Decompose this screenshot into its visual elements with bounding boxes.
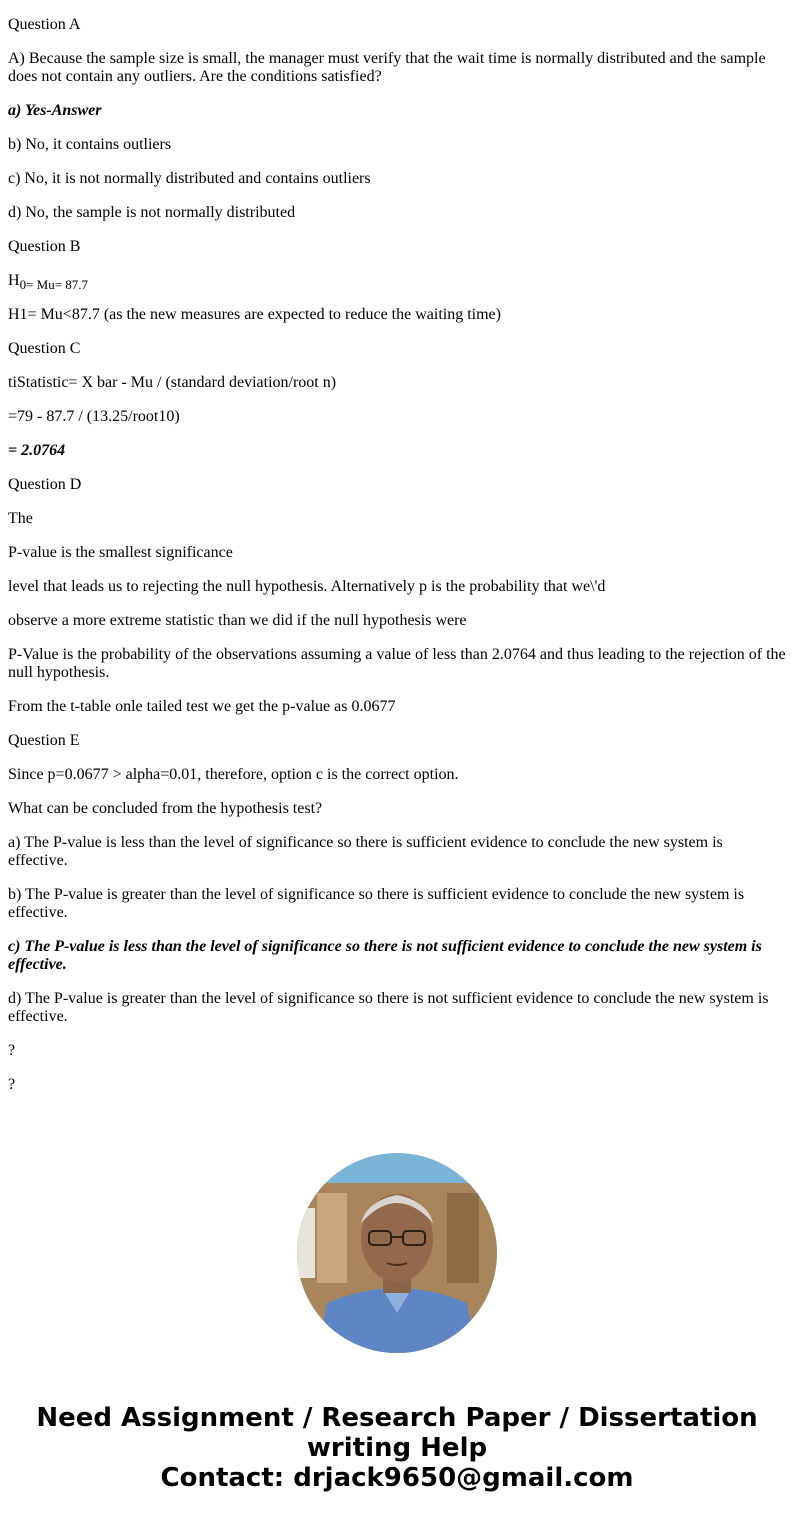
body-text: The [8,510,33,527]
formula-text: tiStatistic= X bar - Mu / (standard deviation/root n) [8,374,337,391]
null-hypothesis [8,272,786,290]
answer-option: a) The P-value is less than the level of significance so there is sufficient evidence to conclude the new system is effective. [8,834,723,869]
hypothesis-symbol: H [8,272,20,289]
answer-option-selected: c) The P-value is less than the level of significance so there is not sufficient evidence to conclude the new system is effective. [8,938,762,973]
alternative-hypothesis: H1= Mu<87.7 (as the new measures are expected to reduce the waiting time) [8,306,501,323]
answer-option: c) No, it is not normally distributed and contains outliers [8,170,371,187]
question-text: A) Because the sample size is small, the manager must verify that the wait time is normally distributed and the sample does not contain any outliers. Are the conditions satisfied? [8,50,766,85]
answer-option: b) The P-value is greater than the level of significance so there is sufficient evidence to conclude the new system is effective. [8,886,745,921]
placeholder-text: ? [8,1076,16,1093]
hypothesis-subscript: 0= Mu= 87.7 [19,277,89,292]
question-heading: Question B [8,238,81,255]
body-text: Since p=0.0677 > alpha=0.01, therefore, option c is the correct option. [8,766,459,783]
promo-contact: Contact: drjack9650@gmail.com [160,1463,634,1493]
body-text: P-value is the smallest significance [8,544,233,561]
promo-banner [0,1403,794,1493]
body-text: observe a more extreme statistic than we did if the null hypothesis were [8,612,467,629]
body-text: P-Value is the probability of the observations assuming a value of less than 2.0764 and thus leading to the rejection of the null hypothesis. [8,646,786,681]
promo-line: writing Help [306,1433,488,1463]
formula-text: =79 - 87.7 / (13.25/root10) [8,408,180,425]
question-heading: Question A [8,16,81,33]
author-avatar [297,1153,497,1353]
answer-option: d) No, the sample is not normally distributed [8,204,296,221]
answer-option: b) No, it contains outliers [8,136,172,153]
document-body [8,0,786,1110]
body-text: From the t-table onle tailed test we get the p-value as 0.0677 [8,698,396,715]
question-heading: Question E [8,732,80,749]
body-text: level that leads us to rejecting the null hypothesis. Alternatively p is the probability that we\'d [8,578,606,595]
answer-option: d) The P-value is greater than the level of significance so there is not sufficient evidence to conclude the new system is effective. [8,990,769,1025]
placeholder-text: ? [8,1042,16,1059]
formula-result: = 2.0764 [8,442,66,459]
question-text: What can be concluded from the hypothesis test? [8,800,323,817]
promo-line: Need Assignment / Research Paper / Dissertation [36,1403,758,1433]
question-heading: Question D [8,476,82,493]
author-photo [297,1153,497,1353]
question-heading: Question C [8,340,81,357]
answer-option-selected: a) Yes-Answer [8,102,102,119]
